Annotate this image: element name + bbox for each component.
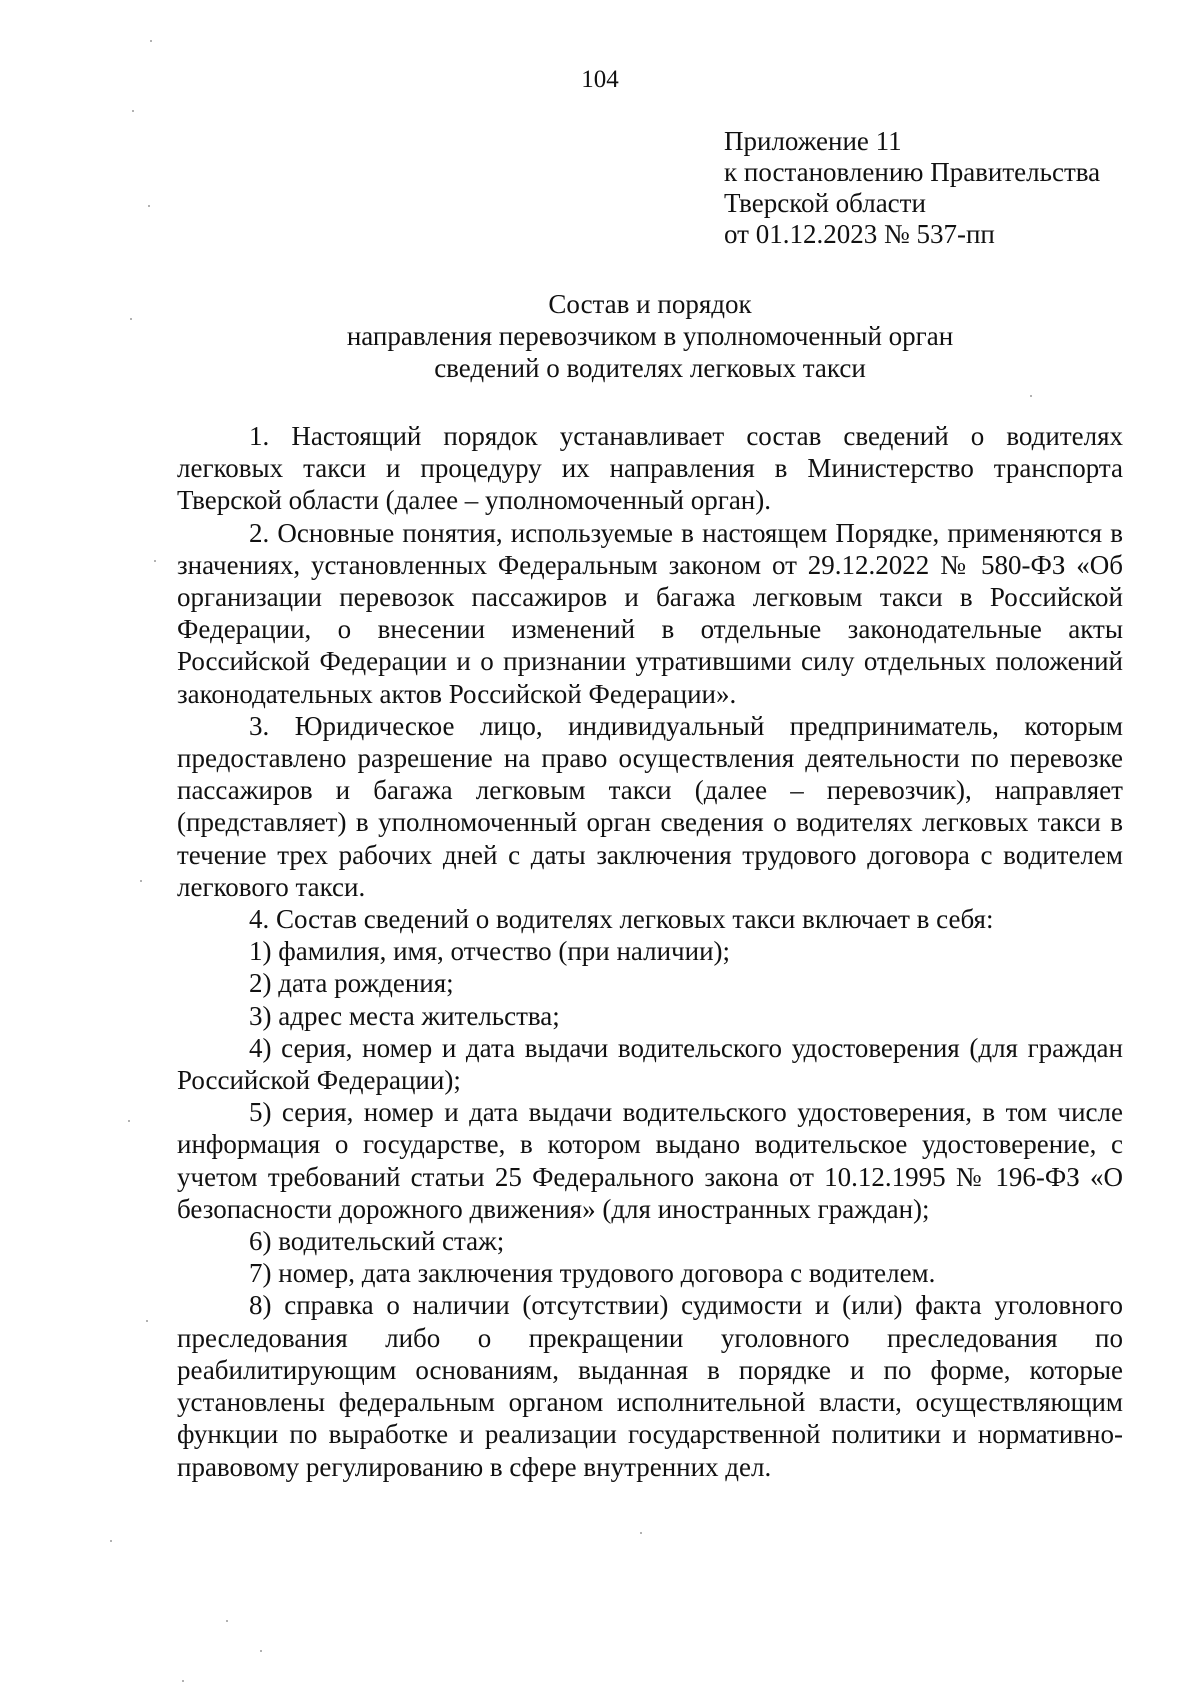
scan-speck (148, 205, 150, 207)
paragraph-1: 1. Настоящий порядок устанавливает состав сведений о водителях легковых такси и процедуру их направления в Министерство транспорта Тверской области (далее – уполномоченный орган). (177, 421, 1123, 516)
scan-speck (132, 110, 134, 112)
title-line: направления перевозчиком в уполномоченный орган (346, 321, 954, 351)
scan-speck (110, 1540, 112, 1542)
scan-speck (146, 1320, 148, 1322)
scan-speck (130, 318, 132, 320)
document-title (150, 288, 1150, 384)
page-number: 104 (581, 66, 619, 93)
list-item-2: 2) дата рождения; (249, 968, 454, 999)
scan-speck (150, 40, 152, 42)
list-item-1: 1) фамилия, имя, отчество (при наличии); (249, 936, 731, 967)
scan-speck (226, 1620, 228, 1622)
appendix-line: к постановлению Правительства (724, 157, 1101, 187)
paragraph-3: 3. Юридическое лицо, индивидуальный предприниматель, которым предоставлено разрешение на право осуществления деятельности по перевозке пассажиров и багажа легковым такси (далее – перевозчик), направляет (представляет) в уполномоченный орган сведения о водителях легковых такси в течение трех рабочих дней с даты заключения трудового договора с водителем легкового такси. (177, 710, 1123, 902)
appendix-header (724, 126, 1100, 250)
paragraph-2: 2. Основные понятия, используемые в настоящем Порядке, применяются в значениях, установленных Федеральным законом от 29.12.2022 № 580-ФЗ «Об организации перевозок пассажиров и багажа легковым такси в Российской Федерации, о внесении изменений в отдельные законодательные акты Российской Федерации и о признании утратившими силу отдельных положений законодательных актов Российской Федерации». (177, 517, 1123, 709)
scan-speck (1030, 395, 1032, 397)
title-line: сведений о водителях легковых такси (434, 353, 866, 383)
list-item-7: 7) номер, дата заключения трудового договора с водителем. (249, 1258, 936, 1289)
scan-speck (154, 560, 156, 562)
title-line: Состав и порядок (548, 289, 752, 319)
document-body (177, 420, 1123, 1483)
scan-speck (140, 880, 142, 882)
list-item-4: 4) серия, номер и дата выдачи водительского удостоверения (для граждан Российской Федерации); (177, 1032, 1123, 1096)
list-item-6: 6) водительский стаж; (249, 1226, 505, 1257)
list-item-8: 8) справка о наличии (отсутствии) судимости и (или) факта уголовного преследования либо о прекращении уголовного преследования по реабилитирующим основаниям, выданная в порядке и по форме, которые установлены федеральным органом исполнительной власти, осуществляющим функции по выработке и реализации государственной политики и нормативно-правовому регулированию в сфере внутренних дел. (177, 1290, 1123, 1482)
scan-speck (128, 1120, 130, 1122)
paragraph-4: 4. Состав сведений о водителях легковых такси включает в себя: (249, 904, 994, 935)
appendix-line: Тверской области (724, 188, 926, 218)
scan-speck (260, 1650, 262, 1652)
list-item-5: 5) серия, номер и дата выдачи водительского удостоверения, в том числе информация о государстве, в котором выдано водительское удостоверение, с учетом требований статьи 25 Федерального закона от 10.12.1995 № 196-ФЗ «О безопасности дорожного движения» (для иностранных граждан); (177, 1097, 1123, 1224)
list-item-3: 3) адрес места жительства; (249, 1000, 560, 1031)
appendix-line: от 01.12.2023 № 537-пп (724, 219, 995, 249)
appendix-line: Приложение 11 (724, 126, 902, 156)
scan-speck (182, 1680, 184, 1682)
scan-speck (640, 1532, 642, 1534)
